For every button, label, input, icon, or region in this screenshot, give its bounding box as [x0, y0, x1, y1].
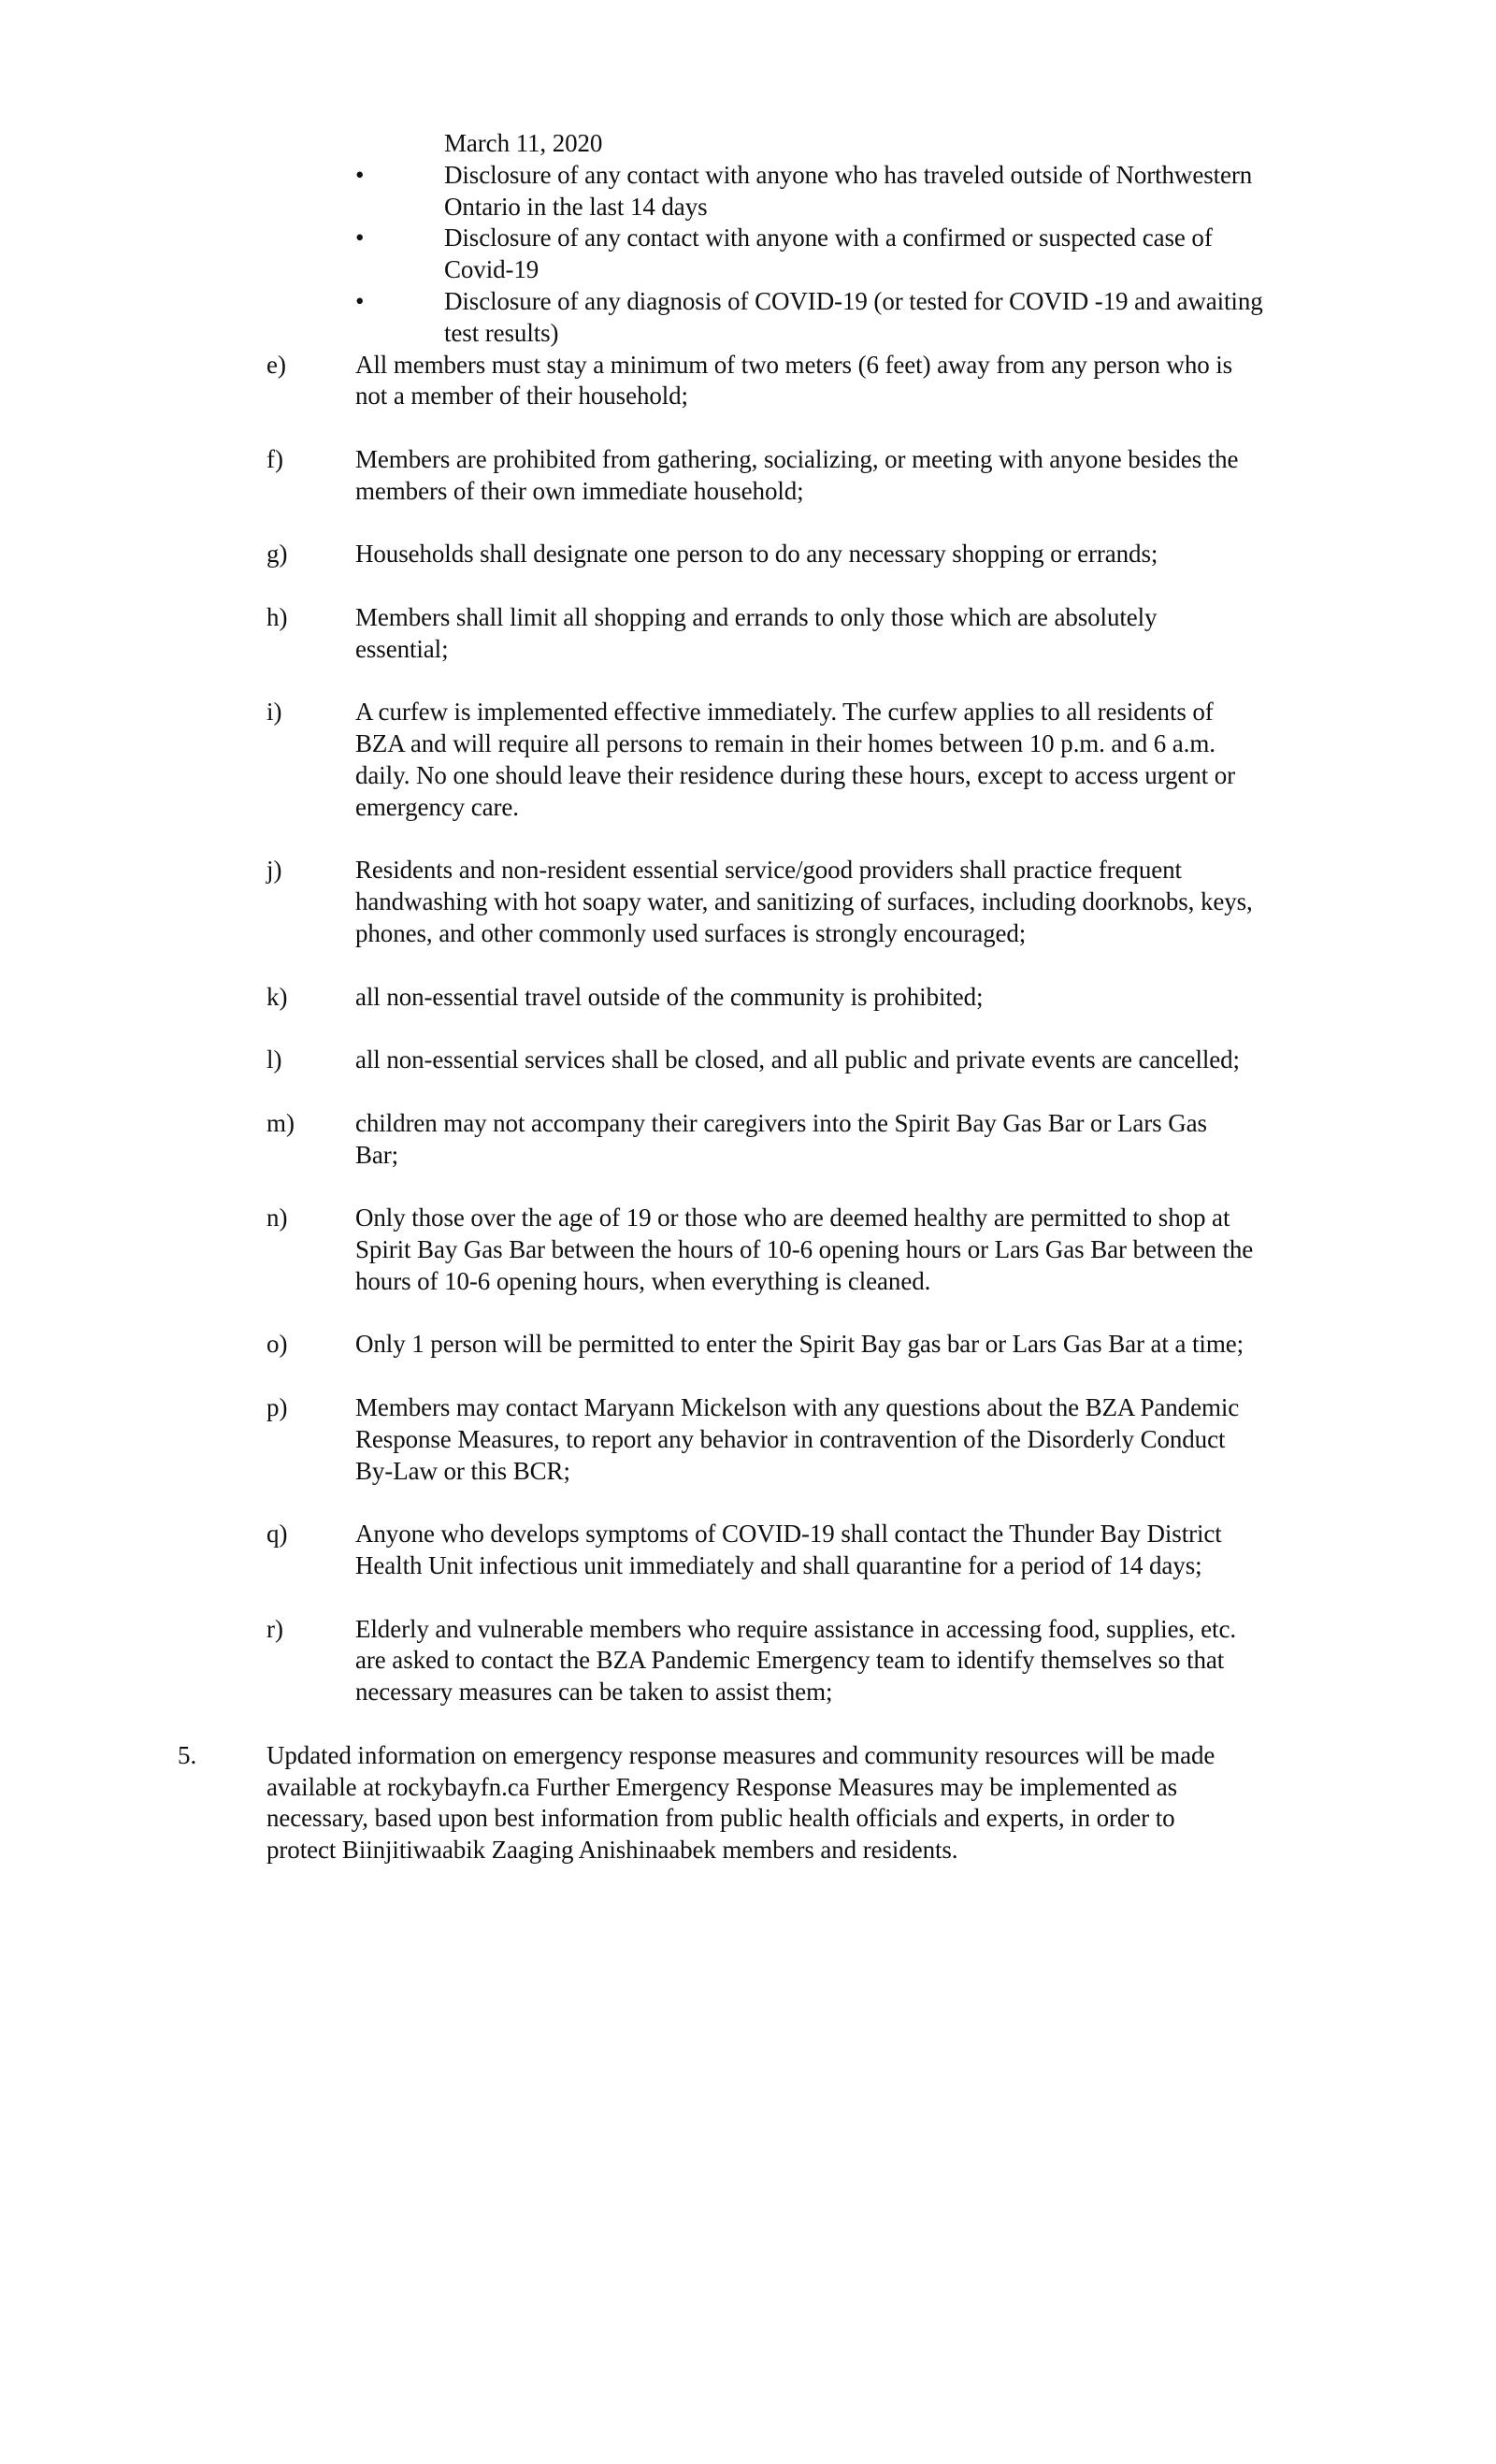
item-text-line: Only 1 person will be permitted to enter the Spirit Bay gas bar or Lars Gas Bar at a time; [355, 1330, 1244, 1359]
item-text-line: Members are prohibited from gathering, socializing, or meeting with anyone besides the [355, 445, 1239, 473]
item-text-line: Spirit Bay Gas Bar between the hours of 10-6 opening hours or Lars Gas Bar between the [355, 1235, 1254, 1263]
item-text-line: emergency care. [355, 792, 519, 821]
item-text-line: Residents and non-resident essential service/good providers shall practice frequent [355, 856, 1182, 885]
bullet-text-line: Disclosure of any diagnosis of COVID-19 (or tested for COVID -19 and awaiting [444, 287, 1263, 315]
bullet-text-line: Covid-19 [444, 255, 539, 284]
item-text-line: hours of 10-6 opening hours, when everything is cleaned. [355, 1266, 931, 1295]
item-text-line: all non-essential travel outside of the community is prohibited; [355, 982, 984, 1011]
item-text-line: not a member of their household; [355, 382, 688, 411]
bullet-text-line: Disclosure of any contact with anyone with a confirmed or suspected case of [444, 223, 1213, 252]
bullet-point: • [355, 160, 365, 189]
item-marker: o) [266, 1330, 288, 1359]
item-text-line: Elderly and vulnerable members who require assistance in accessing food, supplies, etc. [355, 1614, 1236, 1643]
item-marker: j) [266, 856, 282, 885]
item-text-line: BZA and will require all persons to remain in their homes between 10 p.m. and 6 a.m. [355, 729, 1216, 758]
bullet-text-line: Ontario in the last 14 days [444, 192, 708, 221]
item-marker: f) [266, 445, 283, 473]
item-text-line: handwashing with hot soapy water, and sanitizing of surfaces, including doorknobs, keys, [355, 887, 1253, 916]
section-text-line: available at rockybayfn.ca Further Emergency Response Measures may be implemented as [266, 1772, 1178, 1801]
section-text-line: necessary, based upon best information from public health officials and experts, in order to [266, 1804, 1175, 1833]
item-marker: p) [266, 1393, 288, 1421]
section-text-line: protect Biinjitiwaabik Zaaging Anishinaabek members and residents. [266, 1836, 958, 1865]
item-marker: r) [266, 1614, 283, 1643]
bullet-text-line: Disclosure of any contact with anyone who has traveled outside of Northwestern [444, 160, 1253, 189]
item-text-line: Members may contact Maryann Mickelson with any questions about the BZA Pandemic [355, 1393, 1240, 1421]
item-text-line: Households shall designate one person to do any necessary shopping or errands; [355, 540, 1158, 569]
item-text-line: are asked to contact the BZA Pandemic Emergency team to identify themselves so that [355, 1646, 1225, 1675]
item-marker: k) [266, 982, 288, 1011]
item-text-line: Anyone who develops symptoms of COVID-19 shall contact the Thunder Bay District [355, 1520, 1222, 1549]
item-text-line: A curfew is implemented effective immediately. The curfew applies to all residents of [355, 698, 1214, 727]
item-marker: q) [266, 1520, 288, 1549]
item-text-line: children may not accompany their caregivers into the Spirit Bay Gas Bar or Lars Gas [355, 1108, 1207, 1137]
item-text-line: All members must stay a minimum of two meters (6 feet) away from any person who is [355, 350, 1233, 379]
item-marker: l) [266, 1045, 282, 1074]
section-text-line: Updated information on emergency response measures and community resources will be made [266, 1740, 1216, 1769]
item-text-line: essential; [355, 634, 449, 663]
item-text-line: By-Law or this BCR; [355, 1456, 570, 1485]
item-text-line: members of their own immediate household; [355, 476, 804, 505]
item-text-line: necessary measures can be taken to assist them; [355, 1678, 833, 1707]
item-marker: n) [266, 1203, 288, 1232]
bullet-point: • [355, 223, 365, 252]
item-marker: m) [266, 1108, 295, 1137]
bullet-text-line: test results) [444, 318, 559, 347]
item-marker: g) [266, 540, 288, 569]
item-text-line: Response Measures, to report any behavior in contravention of the Disorderly Conduct [355, 1424, 1226, 1453]
item-text-line: Bar; [355, 1140, 399, 1169]
item-text-line: Only those over the age of 19 or those who are deemed healthy are permitted to shop at [355, 1203, 1230, 1232]
item-text-line: Members shall limit all shopping and errands to only those which are absolutely [355, 603, 1158, 631]
item-text-line: phones, and other commonly used surfaces is strongly encouraged; [355, 919, 1027, 947]
item-text-line: daily. No one should leave their residence during these hours, except to access urgent or [355, 761, 1236, 789]
section-number: 5. [178, 1740, 197, 1769]
bullet-point: • [355, 287, 365, 315]
item-marker: h) [266, 603, 288, 631]
item-text-line: Health Unit infectious unit immediately and shall quarantine for a period of 14 days; [355, 1551, 1202, 1579]
item-marker: e) [266, 350, 286, 379]
continued-text-line: March 11, 2020 [444, 129, 603, 157]
item-marker: i) [266, 698, 282, 727]
item-text-line: all non-essential services shall be closed, and all public and private events are cancelled; [355, 1045, 1240, 1074]
